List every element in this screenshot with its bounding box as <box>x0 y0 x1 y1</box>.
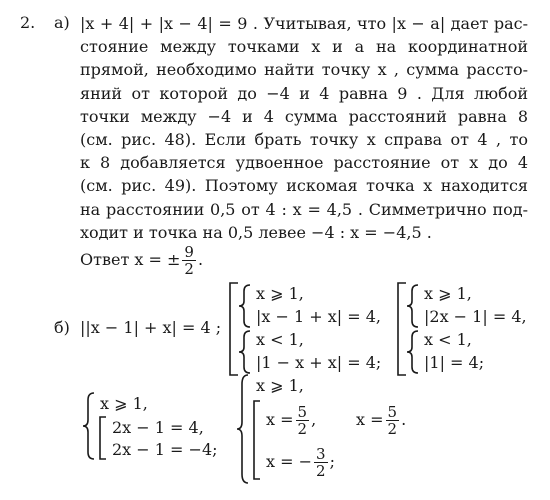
sys1-line: x < 1, <box>256 330 304 349</box>
text-line: стояние между точками x и a на координатной <box>80 37 528 57</box>
curly-brace <box>406 284 420 328</box>
fraction-denominator: 2 <box>184 260 194 278</box>
sys4-line: x ⩾ 1, <box>256 376 304 395</box>
final-suffix: . <box>401 410 407 429</box>
curly-brace <box>406 330 420 374</box>
fraction-numerator: 5 <box>387 403 398 421</box>
text-line: на расстоянии 0,5 от 4 : x = 4,5 . Симметрично под- <box>80 199 528 219</box>
text-line: точки между −4 и 4 сумма расстояний равна 8 <box>80 106 528 126</box>
root-fraction <box>296 404 310 437</box>
sys4-line <box>266 446 335 479</box>
answer-line <box>80 244 203 277</box>
fraction-denominator: 2 <box>387 420 398 438</box>
sys2-line: |1| = 4; <box>424 353 485 372</box>
problem-number: 2. <box>20 13 36 32</box>
text-line: яний от которой до −4 и 4 равна 9 . Для любой <box>80 83 528 103</box>
text-line: прямой, необходимо найти точку x , сумма рассто- <box>80 60 528 80</box>
root-suffix: , <box>311 410 317 429</box>
answer-prefix: Ответ x = ± <box>80 250 181 269</box>
root-prefix: x = <box>266 410 294 429</box>
fraction-numerator: 9 <box>184 243 194 261</box>
curly-brace <box>238 284 252 328</box>
root-suffix: ; <box>329 452 335 471</box>
fraction-denominator: 2 <box>316 462 326 480</box>
part-a-text <box>80 12 528 244</box>
sys1-line: |1 − x + x| = 4; <box>256 353 382 372</box>
fraction-denominator: 2 <box>297 420 308 438</box>
curly-brace <box>236 374 250 484</box>
curly-brace <box>238 330 252 374</box>
final-fraction <box>386 404 400 437</box>
answer-suffix: . <box>197 250 204 269</box>
sys3-line: 2x − 1 = 4, <box>112 418 204 437</box>
final-answer <box>356 404 406 437</box>
root-prefix: x = − <box>266 452 313 471</box>
sys2-line: x < 1, <box>424 330 472 349</box>
sys3-line: 2x − 1 = −4; <box>112 440 218 459</box>
sys1-line: x ⩾ 1, <box>256 284 304 303</box>
square-bracket <box>98 416 108 460</box>
sys4-line <box>266 404 316 437</box>
fraction-numerator: 3 <box>316 445 326 463</box>
sys3-line: x ⩾ 1, <box>100 394 148 413</box>
part-a-label: а) <box>54 13 70 32</box>
text-line: (см. рис. 48). Если брать точку x справа от 4 , то <box>80 130 528 150</box>
final-prefix: x = <box>356 410 384 429</box>
part-b-equation: ||x − 1| + x| = 4 ; <box>80 318 222 337</box>
text-line: (см. рис. 49). Поэтому искомая точка x находится <box>80 176 528 196</box>
text-line: ходит и точка на 0,5 левее −4 : x = −4,5 . <box>80 222 432 242</box>
sys2-line: |2x − 1| = 4, <box>424 307 527 326</box>
root-fraction <box>314 446 328 479</box>
part-b-label: б) <box>54 318 70 337</box>
text-line: |x + 4| + |x − 4| = 9 . Учитывая, что |x − a| дает рас- <box>80 14 528 33</box>
sys2-line: x ⩾ 1, <box>424 284 472 303</box>
answer-fraction <box>182 244 196 277</box>
text-line: к 8 добавляется удвоенное расстояние от x до 4 <box>80 153 528 173</box>
square-bracket <box>252 400 262 480</box>
fraction-numerator: 5 <box>297 403 308 421</box>
curly-brace <box>82 392 96 460</box>
sys1-line: |x − 1 + x| = 4, <box>256 307 382 326</box>
